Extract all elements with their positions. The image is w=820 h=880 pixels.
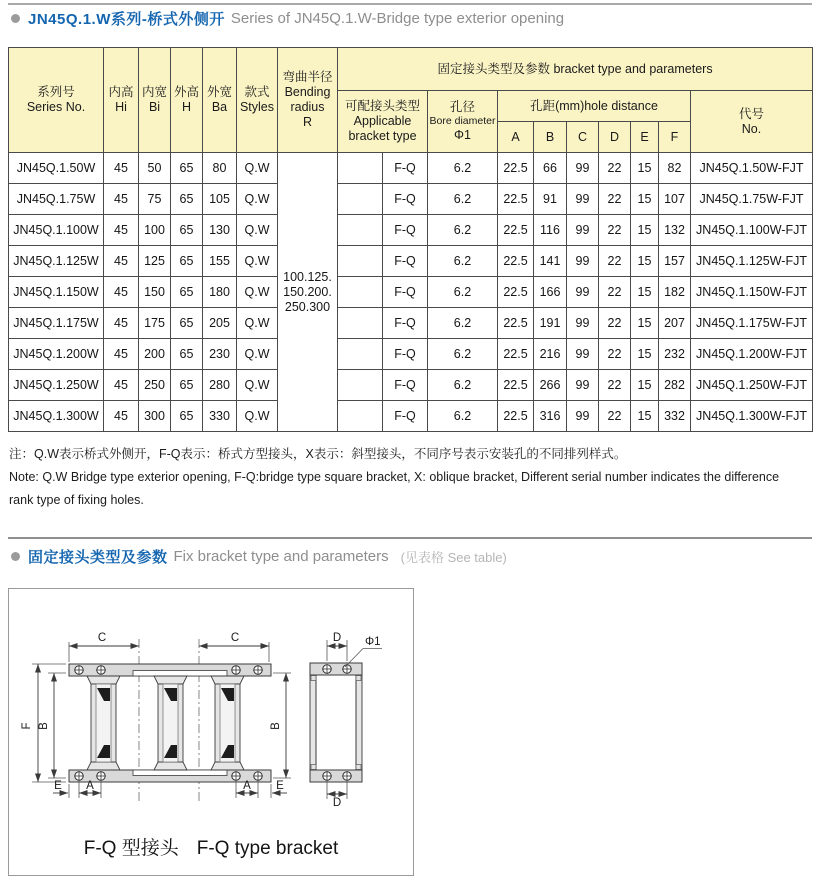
dim-label-phi1: Φ1 — [365, 636, 381, 648]
cell-f: 182 — [659, 277, 691, 308]
cell-ba: 130 — [203, 215, 237, 246]
cell-b: 316 — [534, 401, 567, 432]
cell-c: 99 — [567, 401, 599, 432]
cell-d: 22 — [599, 246, 631, 277]
cell-series: JN45Q.1.250W — [9, 370, 104, 401]
cell-a: 22.5 — [498, 153, 534, 184]
cell-style: Q.W — [237, 246, 278, 277]
dim-d-top — [327, 632, 347, 661]
cell-series: JN45Q.1.200W — [9, 339, 104, 370]
section2-title-zh: 固定接头类型及参数 — [28, 549, 168, 566]
cell-hi: 45 — [104, 277, 139, 308]
cell-e: 15 — [631, 401, 659, 432]
chain-link — [87, 676, 120, 770]
col-header-hole-distance: 孔距(mm)hole distance — [498, 91, 691, 122]
cell-a: 22.5 — [498, 277, 534, 308]
col-header-styles: 款式 Styles — [237, 48, 278, 153]
dim-b-left — [38, 673, 66, 778]
section2-rule — [8, 537, 812, 539]
chain-link — [211, 676, 244, 770]
col-header-b: B — [534, 122, 567, 153]
cell-bracket: F-Q — [383, 339, 428, 370]
cell-bracket-alt — [338, 215, 383, 246]
cell-d: 22 — [599, 370, 631, 401]
dim-label-b-right: B — [270, 722, 282, 730]
cell-e: 15 — [631, 153, 659, 184]
cell-d: 22 — [599, 308, 631, 339]
cell-bore: 6.2 — [428, 401, 498, 432]
cell-a: 22.5 — [498, 246, 534, 277]
cell-style: Q.W — [237, 308, 278, 339]
cell-f: 332 — [659, 401, 691, 432]
col-header-ba: 外宽 Ba — [203, 48, 237, 153]
cell-bi: 150 — [139, 277, 171, 308]
cell-e: 15 — [631, 339, 659, 370]
top-rule — [8, 3, 812, 5]
cell-d: 22 — [599, 153, 631, 184]
cell-hi: 45 — [104, 184, 139, 215]
cell-bracket: F-Q — [383, 370, 428, 401]
cell-series: JN45Q.1.125W — [9, 246, 104, 277]
cell-bore: 6.2 — [428, 339, 498, 370]
cell-b: 66 — [534, 153, 567, 184]
cell-b: 191 — [534, 308, 567, 339]
cell-bore: 6.2 — [428, 277, 498, 308]
diagram-caption — [9, 833, 413, 860]
col-header-h: 外高 H — [171, 48, 203, 153]
note-line-zh: 注：Q.W表示桥式外侧开，F-Q表示：桥式方型接头，X表示：斜型接头，不同序号表示安装孔的不同排列样式。 — [9, 447, 627, 461]
dim-phi1 — [345, 636, 382, 667]
cell-bi: 125 — [139, 246, 171, 277]
cell-h: 65 — [171, 401, 203, 432]
cell-f: 232 — [659, 339, 691, 370]
cell-a: 22.5 — [498, 370, 534, 401]
cell-style: Q.W — [237, 277, 278, 308]
cell-e: 15 — [631, 246, 659, 277]
cell-style: Q.W — [237, 339, 278, 370]
dim-label-a-right: A — [243, 780, 251, 792]
cell-b: 141 — [534, 246, 567, 277]
col-header-hi: 内高 Hi — [104, 48, 139, 153]
cell-a: 22.5 — [498, 215, 534, 246]
cell-d: 22 — [599, 401, 631, 432]
table-row — [9, 370, 813, 401]
cell-d: 22 — [599, 339, 631, 370]
cell-bore: 6.2 — [428, 308, 498, 339]
cell-bi: 175 — [139, 308, 171, 339]
table-row — [9, 246, 813, 277]
cell-style: Q.W — [237, 184, 278, 215]
cell-f: 132 — [659, 215, 691, 246]
dim-label-e-left: E — [54, 780, 62, 792]
dim-c-right — [199, 632, 269, 662]
cell-bracket-alt — [338, 308, 383, 339]
cell-h: 65 — [171, 308, 203, 339]
cell-a: 22.5 — [498, 308, 534, 339]
table-row — [9, 339, 813, 370]
cell-bore: 6.2 — [428, 215, 498, 246]
dim-label-a-left: A — [86, 780, 94, 792]
cell-b: 91 — [534, 184, 567, 215]
cell-bi: 250 — [139, 370, 171, 401]
table-row — [9, 153, 813, 184]
cell-d: 22 — [599, 277, 631, 308]
col-header-e: E — [631, 122, 659, 153]
cell-e: 15 — [631, 277, 659, 308]
cell-ba: 280 — [203, 370, 237, 401]
cell-b: 216 — [534, 339, 567, 370]
cell-b: 116 — [534, 215, 567, 246]
dim-label-c-left: C — [97, 632, 107, 644]
cell-hi: 45 — [104, 246, 139, 277]
cell-ba: 230 — [203, 339, 237, 370]
cell-series: JN45Q.1.300W — [9, 401, 104, 432]
cell-c: 99 — [567, 277, 599, 308]
cell-f: 107 — [659, 184, 691, 215]
cell-style: Q.W — [237, 370, 278, 401]
cell-bracket-alt — [338, 153, 383, 184]
cell-bore: 6.2 — [428, 370, 498, 401]
col-header-no: 代号 No. — [691, 91, 813, 153]
cell-c: 99 — [567, 308, 599, 339]
cell-hi: 45 — [104, 370, 139, 401]
cell-e: 15 — [631, 370, 659, 401]
cell-bi: 75 — [139, 184, 171, 215]
cell-code: JN45Q.1.150W-FJT — [691, 277, 813, 308]
cell-bore: 6.2 — [428, 184, 498, 215]
cell-hi: 45 — [104, 308, 139, 339]
cell-a: 22.5 — [498, 401, 534, 432]
bullet-icon — [11, 14, 20, 23]
note-line-en-2: rank type of fixing holes. — [9, 493, 144, 507]
cell-code: JN45Q.1.125W-FJT — [691, 246, 813, 277]
cell-bracket: F-Q — [383, 246, 428, 277]
cell-hi: 45 — [104, 153, 139, 184]
section2-see-table-note: (见表格 See table) — [400, 550, 507, 565]
col-header-c: C — [567, 122, 599, 153]
cell-hi: 45 — [104, 339, 139, 370]
cell-series: JN45Q.1.50W — [9, 153, 104, 184]
spec-table — [8, 47, 813, 432]
cell-hi: 45 — [104, 401, 139, 432]
cell-series: JN45Q.1.175W — [9, 308, 104, 339]
table-row — [9, 215, 813, 246]
section1-title-zh: JN45Q.1.W系列-桥式外侧开 — [28, 11, 225, 28]
bracket-diagram-box — [8, 588, 414, 876]
dim-label-c-right: C — [230, 632, 240, 644]
cell-bending-radius: 100.125. 150.200. 250.300 — [278, 153, 338, 432]
dim-d-bottom — [327, 781, 347, 809]
dim-label-f: F — [21, 722, 33, 730]
cell-b: 166 — [534, 277, 567, 308]
col-header-bending-radius: 弯曲半径 Bending radius R — [278, 48, 338, 153]
table-row — [9, 277, 813, 308]
cell-h: 65 — [171, 339, 203, 370]
dim-label-b-left: B — [38, 722, 50, 730]
dim-b-right — [270, 673, 291, 778]
cell-a: 22.5 — [498, 339, 534, 370]
table-row — [9, 308, 813, 339]
header-row-1 — [9, 48, 813, 91]
dim-bottom — [53, 780, 287, 798]
col-header-applicable-bracket: 可配接头类型 Applicable bracket type — [338, 91, 428, 153]
cell-code: JN45Q.1.250W-FJT — [691, 370, 813, 401]
section2-header — [11, 546, 507, 567]
cell-d: 22 — [599, 215, 631, 246]
cell-h: 65 — [171, 153, 203, 184]
cell-bore: 6.2 — [428, 246, 498, 277]
cell-hi: 45 — [104, 215, 139, 246]
cell-e: 15 — [631, 215, 659, 246]
cell-e: 15 — [631, 184, 659, 215]
cell-h: 65 — [171, 215, 203, 246]
cell-series: JN45Q.1.150W — [9, 277, 104, 308]
cell-h: 65 — [171, 370, 203, 401]
cell-bracket-alt — [338, 401, 383, 432]
cell-f: 82 — [659, 153, 691, 184]
cell-bi: 50 — [139, 153, 171, 184]
cell-d: 22 — [599, 184, 631, 215]
cell-ba: 80 — [203, 153, 237, 184]
cell-bracket: F-Q — [383, 308, 428, 339]
cell-bracket-alt — [338, 339, 383, 370]
cell-c: 99 — [567, 153, 599, 184]
cell-ba: 105 — [203, 184, 237, 215]
section2-title-en: Fix bracket type and parameters — [173, 548, 389, 565]
dim-label-d-bottom: D — [332, 797, 342, 809]
col-header-f: F — [659, 122, 691, 153]
cell-code: JN45Q.1.50W-FJT — [691, 153, 813, 184]
dim-label-e-right: E — [276, 780, 284, 792]
cell-e: 15 — [631, 308, 659, 339]
cell-h: 65 — [171, 246, 203, 277]
cell-bi: 200 — [139, 339, 171, 370]
cell-c: 99 — [567, 184, 599, 215]
cell-c: 99 — [567, 246, 599, 277]
chain-link — [154, 676, 187, 770]
cell-series: JN45Q.1.100W — [9, 215, 104, 246]
col-header-d: D — [599, 122, 631, 153]
cell-code: JN45Q.1.200W-FJT — [691, 339, 813, 370]
cell-series: JN45Q.1.75W — [9, 184, 104, 215]
cell-code: JN45Q.1.300W-FJT — [691, 401, 813, 432]
col-header-a: A — [498, 122, 534, 153]
cell-bracket-alt — [338, 184, 383, 215]
table-row — [9, 184, 813, 215]
table-row — [9, 401, 813, 432]
cell-c: 99 — [567, 339, 599, 370]
col-header-bi: 内宽 Bi — [139, 48, 171, 153]
section1-title-en: Series of JN45Q.1.W-Bridge type exterior opening — [230, 10, 565, 27]
cell-bracket: F-Q — [383, 401, 428, 432]
diagram-caption-en: F-Q type bracket — [196, 838, 339, 859]
cell-c: 99 — [567, 215, 599, 246]
dim-label-d-top: D — [332, 632, 342, 644]
cell-ba: 180 — [203, 277, 237, 308]
side-view — [310, 663, 362, 782]
cell-h: 65 — [171, 277, 203, 308]
cell-bi: 100 — [139, 215, 171, 246]
diagram-caption-zh: F-Q 型接头 — [83, 838, 179, 859]
note-line-en-1: Note: Q.W Bridge type exterior opening, F-Q:bridge type square bracket, X: oblique bracket, Different serial number indicates the difference — [9, 470, 780, 484]
cell-style: Q.W — [237, 401, 278, 432]
bullet-icon — [11, 552, 20, 561]
cell-bi: 300 — [139, 401, 171, 432]
cell-ba: 155 — [203, 246, 237, 277]
cell-f: 157 — [659, 246, 691, 277]
cell-a: 22.5 — [498, 184, 534, 215]
cell-code: JN45Q.1.100W-FJT — [691, 215, 813, 246]
cell-bracket: F-Q — [383, 215, 428, 246]
cell-ba: 205 — [203, 308, 237, 339]
cell-bracket: F-Q — [383, 153, 428, 184]
cell-bracket: F-Q — [383, 277, 428, 308]
cell-code: JN45Q.1.75W-FJT — [691, 184, 813, 215]
cell-bracket: F-Q — [383, 184, 428, 215]
col-header-bore: 孔径 Bore diameter Φ1 — [428, 91, 498, 153]
cell-c: 99 — [567, 370, 599, 401]
cell-ba: 330 — [203, 401, 237, 432]
cell-bore: 6.2 — [428, 153, 498, 184]
footnotes — [9, 443, 815, 512]
cell-code: JN45Q.1.175W-FJT — [691, 308, 813, 339]
cell-f: 282 — [659, 370, 691, 401]
cell-f: 207 — [659, 308, 691, 339]
section1-header — [11, 8, 564, 29]
col-header-series: 系列号 Series No. — [9, 48, 104, 153]
group-header-bracket-params: 固定接头类型及参数 bracket type and parameters — [338, 48, 813, 91]
cell-b: 266 — [534, 370, 567, 401]
dim-c-left — [69, 632, 139, 662]
cell-bracket-alt — [338, 277, 383, 308]
cell-bracket-alt — [338, 370, 383, 401]
cell-bracket-alt — [338, 246, 383, 277]
cell-style: Q.W — [237, 215, 278, 246]
cell-h: 65 — [171, 184, 203, 215]
cell-style: Q.W — [237, 153, 278, 184]
